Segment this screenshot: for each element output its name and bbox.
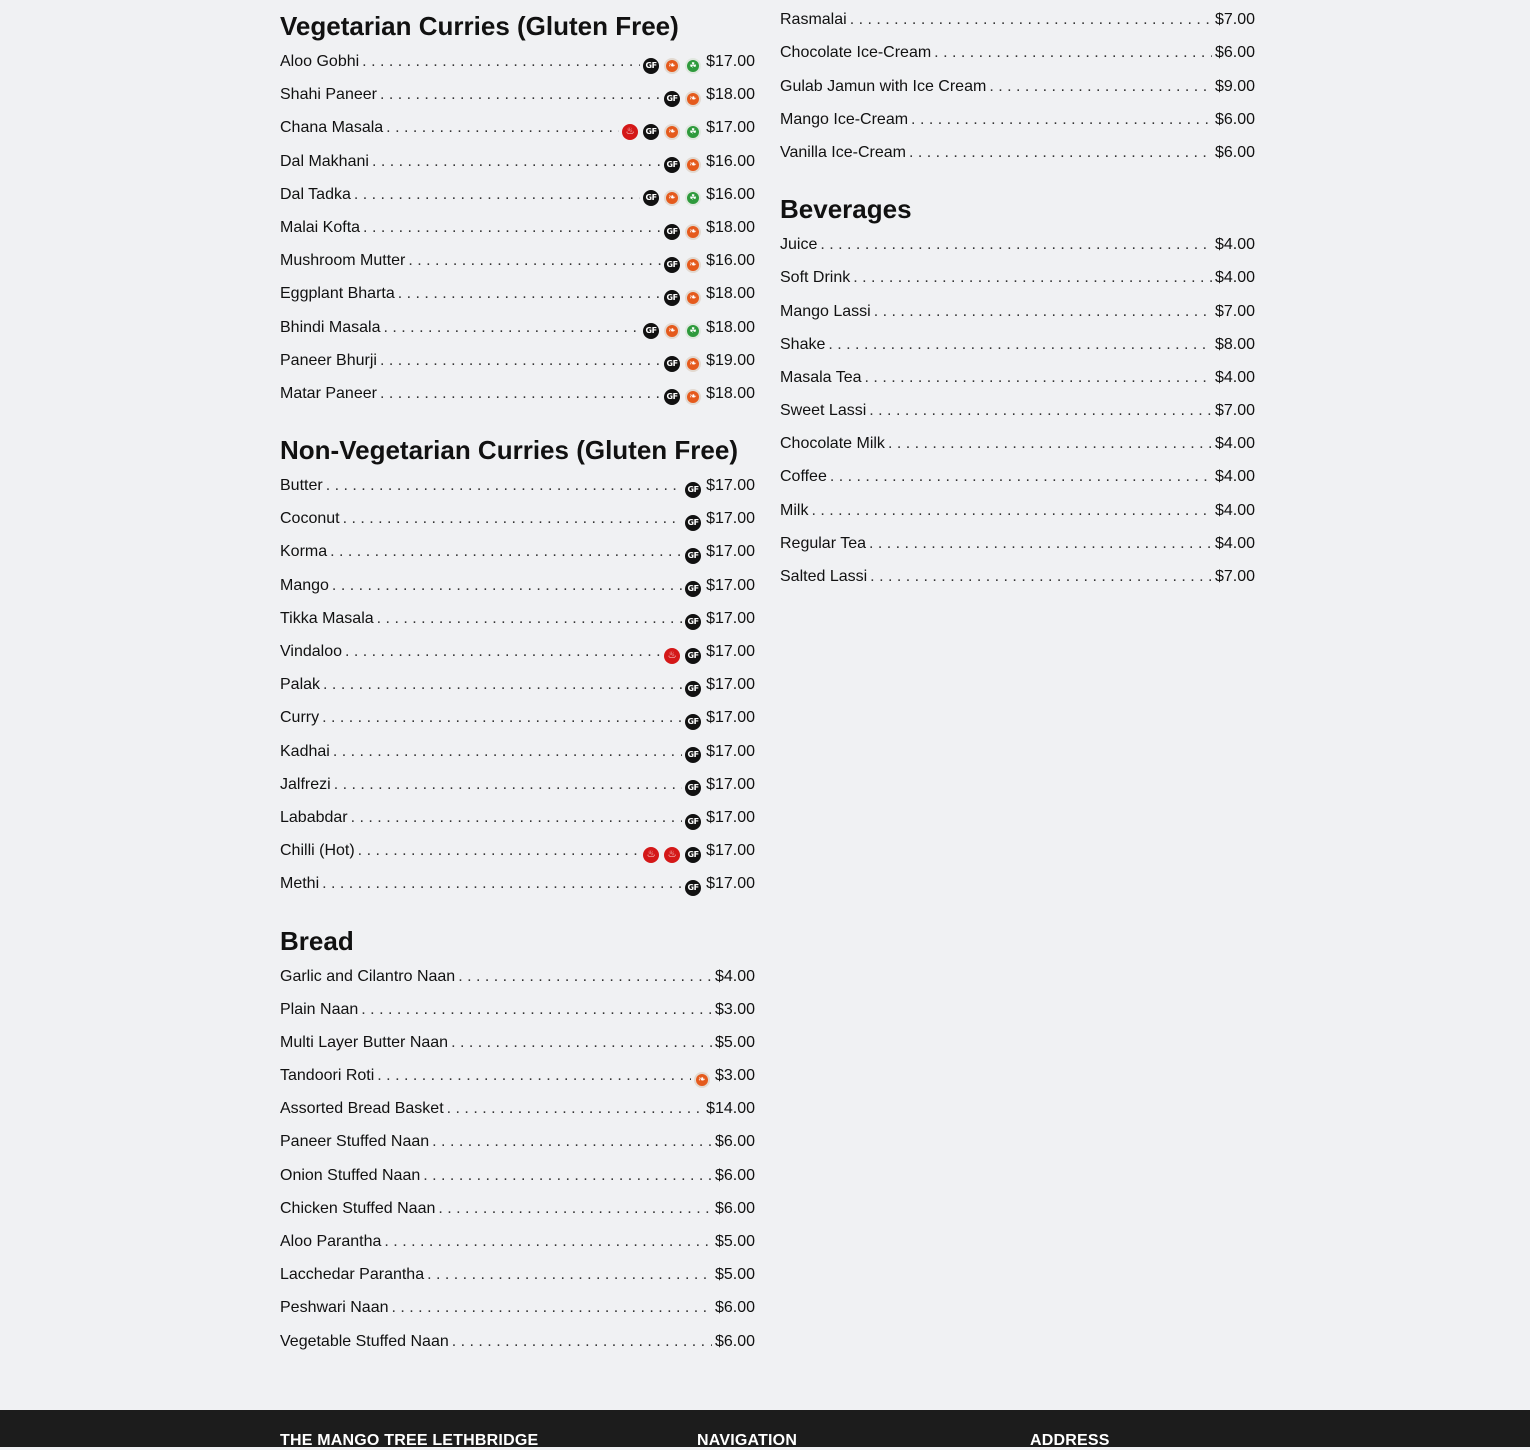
menu-item-name: Jalfrezi	[280, 775, 331, 793]
gf-icon: GF	[685, 780, 701, 796]
menu-item	[780, 43, 1255, 76]
hot-pepper-icon: ♨	[664, 648, 680, 664]
dot-leader	[820, 235, 1212, 255]
menu-item-name: Mango Ice-Cream	[780, 110, 909, 128]
dietary-icons	[664, 648, 701, 664]
dietary-icons	[664, 224, 701, 240]
menu-item-price: $8.00	[1214, 335, 1255, 353]
menu-item	[780, 235, 1255, 268]
menu-item	[280, 967, 755, 1000]
menu-item	[280, 1298, 755, 1331]
menu-item-name: Lacchedar Parantha	[280, 1266, 425, 1284]
menu-item-price: $4.00	[1214, 368, 1255, 386]
menu-item	[280, 476, 755, 509]
dot-leader	[322, 874, 682, 894]
menu-item	[280, 808, 755, 841]
menu-item-price: $14.00	[706, 1100, 755, 1118]
gf-icon: GF	[685, 482, 701, 498]
dot-leader	[423, 1166, 712, 1186]
gf-icon: GF	[685, 614, 701, 630]
menu-item	[280, 85, 755, 118]
chili-icon: ❧	[685, 91, 701, 107]
menu-item-price: $6.00	[1214, 110, 1255, 128]
menu-item	[280, 251, 755, 284]
menu-item-price: $16.00	[706, 185, 755, 203]
menu-item-price: $16.00	[706, 252, 755, 270]
menu-item	[280, 874, 755, 907]
menu-item-name: Korma	[280, 543, 328, 561]
menu-item-list	[780, 0, 1255, 176]
leaf-icon: ☘	[685, 58, 701, 74]
menu-item-price: $18.00	[706, 86, 755, 104]
hot-pepper-icon: ♨	[664, 847, 680, 863]
menu-item	[780, 401, 1255, 434]
menu-item	[280, 841, 755, 874]
dot-leader	[377, 609, 682, 629]
dietary-icons	[664, 157, 701, 173]
gf-icon: GF	[685, 515, 701, 531]
menu-item-name: Vindaloo	[280, 643, 342, 660]
menu-item	[780, 368, 1255, 401]
dietary-icons	[694, 1072, 710, 1088]
menu-item	[280, 318, 755, 351]
menu-item-name: Mushroom Mutter	[280, 252, 406, 270]
gf-icon: GF	[664, 389, 680, 405]
menu-item-name: Milk	[780, 501, 809, 519]
menu-item	[280, 351, 755, 384]
menu-item-price: $17.00	[706, 510, 755, 528]
menu-item-name: Butter	[280, 477, 323, 495]
gf-icon: GF	[685, 847, 701, 863]
dot-leader	[830, 467, 1212, 487]
hot-pepper-icon: ♨	[622, 124, 638, 140]
menu-item-name: Vanilla Ice-Cream	[780, 143, 906, 161]
menu-section	[280, 13, 755, 417]
dot-leader	[343, 509, 682, 529]
menu-item	[280, 1099, 755, 1132]
gf-icon: GF	[664, 91, 680, 107]
menu-item-price: $19.00	[706, 351, 755, 369]
gf-icon: GF	[643, 58, 659, 74]
dot-leader	[377, 1066, 691, 1086]
leaf-icon: ☘	[685, 124, 701, 140]
menu-item-price: $5.00	[714, 1266, 755, 1284]
menu-item-price: $17.00	[706, 676, 755, 694]
section-title: Non-Vegetarian Curries (Gluten Free)	[280, 435, 738, 466]
menu-item-name: Regular Tea	[780, 534, 866, 552]
dietary-icons	[685, 681, 701, 697]
dot-leader	[380, 384, 661, 404]
menu-item-name: Multi Layer Butter Naan	[280, 1033, 449, 1051]
dot-leader	[870, 567, 1212, 587]
menu-item-name: Paneer Bhurji	[280, 351, 377, 369]
dietary-icons	[664, 290, 701, 306]
menu-item-name: Aloo Gobhi	[280, 53, 360, 70]
gf-icon: GF	[664, 157, 680, 173]
chili-icon: ❧	[664, 323, 680, 339]
dot-leader	[909, 143, 1212, 163]
menu-item-name: Chocolate Milk	[780, 435, 885, 453]
leaf-icon: ☘	[685, 323, 701, 339]
dot-leader	[386, 118, 619, 138]
dot-leader	[323, 675, 682, 695]
menu-item-name: Malai Kofta	[280, 218, 361, 236]
dot-leader	[398, 284, 661, 304]
menu-item-name: Curry	[280, 709, 320, 727]
dot-leader	[345, 642, 661, 662]
menu-section	[280, 437, 755, 907]
menu-item	[280, 118, 755, 151]
menu-item	[280, 52, 755, 85]
dot-leader	[358, 841, 640, 861]
dot-leader	[362, 52, 640, 72]
dot-leader	[811, 501, 1212, 521]
menu-item	[280, 1232, 755, 1265]
menu-item-price: $3.00	[714, 1067, 755, 1085]
menu-item-price: $7.00	[1214, 402, 1255, 420]
menu-item-name: Onion Stuffed Naan	[280, 1166, 421, 1184]
chili-icon: ❧	[685, 389, 701, 405]
menu-section	[280, 925, 755, 1365]
dot-leader	[869, 401, 1212, 421]
menu-item-price: $6.00	[714, 1133, 755, 1151]
dot-leader	[989, 77, 1212, 97]
dot-leader	[322, 708, 682, 728]
menu-item-name: Chicken Stuffed Naan	[280, 1199, 436, 1217]
menu-item-price: $18.00	[706, 218, 755, 236]
menu-item-name: Aloo Parantha	[280, 1233, 382, 1250]
dot-leader	[869, 534, 1212, 554]
chili-icon: ❧	[685, 290, 701, 306]
menu-item-price: $7.00	[1214, 302, 1255, 320]
dietary-icons	[643, 847, 701, 863]
dot-leader	[911, 110, 1212, 130]
chili-icon: ❧	[664, 124, 680, 140]
menu-item-name: Gulab Jamun with Ice Cream	[780, 77, 987, 95]
menu-item	[280, 1199, 755, 1232]
menu-item-price: $18.00	[706, 384, 755, 402]
menu-item-price: $4.00	[714, 967, 755, 985]
chili-icon: ❧	[685, 257, 701, 273]
menu-item-price: $17.00	[706, 477, 755, 495]
menu-item-price: $9.00	[1214, 77, 1255, 95]
menu-item-name: Plain Naan	[280, 1000, 359, 1018]
dietary-icons	[643, 58, 701, 74]
dietary-icons	[685, 482, 701, 498]
menu-item-list	[280, 52, 755, 417]
menu-item-list	[280, 967, 755, 1365]
menu-item-name: Methi	[280, 875, 320, 893]
dietary-icons	[664, 257, 701, 273]
menu-item-name: Coconut	[280, 510, 340, 528]
menu-item-name: Soft Drink	[780, 269, 851, 287]
menu-item	[280, 1132, 755, 1165]
menu-item-price: $4.00	[1214, 501, 1255, 519]
menu-item	[780, 501, 1255, 534]
menu-item-price: $17.00	[706, 53, 755, 70]
dietary-icons	[685, 581, 701, 597]
menu-item-name: Salted Lassi	[780, 568, 868, 585]
menu-item-list	[780, 235, 1255, 600]
dietary-icons	[685, 714, 701, 730]
menu-item-name: Vegetable Stuffed Naan	[280, 1332, 449, 1350]
dietary-icons	[643, 190, 701, 206]
menu-item	[280, 742, 755, 775]
dot-leader	[380, 351, 661, 371]
dietary-icons	[685, 814, 701, 830]
dot-leader	[380, 85, 661, 105]
dot-leader	[330, 542, 682, 562]
menu-item	[780, 0, 1255, 10]
menu-item-name: Chana Masala	[280, 119, 384, 137]
menu-item-name: Paneer Stuffed Naan	[280, 1133, 430, 1151]
menu-item	[280, 1166, 755, 1199]
menu-item-price: $17.00	[706, 709, 755, 727]
menu-item-price: $7.00	[1214, 568, 1255, 585]
dot-leader	[850, 10, 1212, 30]
section-title: Beverages	[780, 194, 912, 225]
menu-item-price: $5.00	[714, 1233, 755, 1250]
dot-leader	[451, 1033, 712, 1053]
footer-navigation-heading: NAVIGATION	[697, 1432, 798, 1449]
menu-item-price: $17.00	[706, 576, 755, 594]
menu-item	[280, 1033, 755, 1066]
gf-icon: GF	[664, 290, 680, 306]
menu-item-name: Kadhai	[280, 742, 330, 760]
gf-icon: GF	[643, 124, 659, 140]
dot-leader	[332, 576, 682, 596]
menu-item	[780, 534, 1255, 567]
dot-leader	[888, 434, 1212, 454]
dot-leader	[384, 318, 641, 338]
gf-icon: GF	[643, 323, 659, 339]
menu-item-name: Coffee	[780, 468, 827, 486]
dot-leader	[384, 1232, 712, 1252]
menu-item-price: $17.00	[706, 775, 755, 793]
menu-item-name: Peshwari Naan	[280, 1299, 389, 1317]
chili-icon: ❧	[664, 58, 680, 74]
chili-icon: ❧	[685, 157, 701, 173]
menu-item-price: $18.00	[706, 285, 755, 303]
menu-item	[280, 675, 755, 708]
site-footer	[0, 1410, 1530, 1447]
menu-item	[780, 335, 1255, 368]
menu-item-price: $4.00	[1214, 534, 1255, 552]
footer-brand-heading: THE MANGO TREE LETHBRIDGE	[280, 1432, 539, 1449]
menu-item-price: $17.00	[706, 119, 755, 137]
menu-item-name: Chilli (Hot)	[280, 842, 355, 860]
gf-icon: GF	[685, 648, 701, 664]
menu-item-price: $17.00	[706, 742, 755, 760]
dot-leader	[351, 808, 682, 828]
menu-item-price: $4.00	[1214, 236, 1255, 254]
gf-icon: GF	[685, 681, 701, 697]
dot-leader	[853, 268, 1212, 288]
menu-item-name: Juice	[780, 236, 818, 254]
menu-item-price: $4.00	[1214, 468, 1255, 486]
menu-item-name: Assorted Bread Basket	[280, 1100, 444, 1118]
menu-item-name: Eggplant Bharta	[280, 285, 395, 303]
menu-item	[280, 509, 755, 542]
menu-item	[280, 775, 755, 808]
chili-icon: ❧	[685, 224, 701, 240]
menu-item	[780, 302, 1255, 335]
section-title: Bread	[280, 925, 354, 956]
dot-leader	[438, 1199, 712, 1219]
dot-leader	[363, 218, 661, 238]
menu-item-name: Mango Lassi	[780, 302, 871, 320]
dietary-icons	[643, 323, 701, 339]
menu-item-price: $17.00	[706, 875, 755, 893]
dot-leader	[354, 185, 640, 205]
dot-leader	[326, 476, 682, 496]
menu-section	[780, 0, 1255, 176]
menu-item	[780, 567, 1255, 600]
menu-item-price: $6.00	[714, 1332, 755, 1350]
menu-item-name: Chocolate Ice-Cream	[780, 44, 932, 62]
menu-item-price: $4.00	[1214, 435, 1255, 453]
menu-item-price: $17.00	[706, 609, 755, 627]
menu-item-price: $6.00	[714, 1166, 755, 1184]
menu-item-price: $6.00	[1214, 143, 1255, 161]
dot-leader	[447, 1099, 703, 1119]
dietary-icons	[622, 124, 701, 140]
gf-icon: GF	[685, 814, 701, 830]
menu-item-price: $5.00	[714, 1033, 755, 1051]
menu-item-price: $18.00	[706, 318, 755, 336]
dot-leader	[334, 775, 682, 795]
gf-icon: GF	[664, 257, 680, 273]
dietary-icons	[685, 548, 701, 564]
dietary-icons	[685, 515, 701, 531]
hot-pepper-icon: ♨	[643, 847, 659, 863]
dot-leader	[452, 1332, 712, 1352]
menu-item-name: Tandoori Roti	[280, 1067, 375, 1085]
gf-icon: GF	[643, 190, 659, 206]
dot-leader	[361, 1000, 712, 1020]
dietary-icons	[664, 389, 701, 405]
menu-item-name: Matar Paneer	[280, 384, 377, 402]
menu-item	[280, 708, 755, 741]
menu-item-name: Shahi Paneer	[280, 86, 377, 104]
dot-leader	[432, 1132, 712, 1152]
menu-item-price: $17.00	[706, 543, 755, 561]
menu-item-name: Sweet Lassi	[780, 402, 867, 420]
dot-leader	[874, 302, 1212, 322]
dot-leader	[828, 335, 1212, 355]
chili-icon: ❧	[685, 356, 701, 372]
menu-item	[280, 218, 755, 251]
menu-item-price: $17.00	[706, 842, 755, 860]
menu-item-name: Mango	[280, 576, 329, 594]
menu-item-name: Dal Tadka	[280, 185, 351, 203]
menu-item	[280, 384, 755, 417]
menu-item-price: $16.00	[706, 152, 755, 170]
menu-item	[280, 284, 755, 317]
menu-item-name: Shake	[780, 335, 826, 353]
dot-leader	[408, 251, 661, 271]
chili-icon: ❧	[694, 1072, 710, 1088]
menu-left-column	[280, 0, 755, 1385]
gf-icon: GF	[685, 880, 701, 896]
menu-item	[280, 576, 755, 609]
menu-section	[780, 196, 1255, 600]
menu-item-name: Tikka Masala	[280, 609, 374, 627]
dot-leader	[458, 967, 712, 987]
menu-item-name: Bhindi Masala	[280, 318, 381, 336]
menu-item	[780, 143, 1255, 176]
menu-item	[780, 110, 1255, 143]
menu-item	[280, 542, 755, 575]
menu-item	[280, 152, 755, 185]
menu-item-price: $17.00	[706, 643, 755, 660]
dietary-icons	[685, 747, 701, 763]
menu-item	[280, 1000, 755, 1033]
menu-item	[780, 10, 1255, 43]
gf-icon: GF	[685, 747, 701, 763]
menu-item-price: $17.00	[706, 808, 755, 826]
gf-icon: GF	[685, 581, 701, 597]
dot-leader	[333, 742, 682, 762]
menu-item	[780, 467, 1255, 500]
footer-address-heading: ADDRESS	[1030, 1432, 1110, 1449]
menu-item	[280, 1332, 755, 1365]
menu-item-name: Masala Tea	[780, 368, 862, 386]
menu-item-price: $4.00	[1214, 269, 1255, 287]
gf-icon: GF	[685, 714, 701, 730]
menu-item-price: $6.00	[714, 1199, 755, 1217]
gf-icon: GF	[664, 356, 680, 372]
dietary-icons	[664, 356, 701, 372]
gf-icon: GF	[685, 548, 701, 564]
dietary-icons	[685, 880, 701, 896]
menu-item	[280, 1066, 755, 1099]
menu-item-list	[280, 476, 755, 907]
menu-item	[780, 77, 1255, 110]
dot-leader	[392, 1298, 712, 1318]
menu-item	[280, 185, 755, 218]
menu-item-price: $3.00	[714, 1000, 755, 1018]
menu-item-name: Lababdar	[280, 808, 348, 826]
leaf-icon: ☘	[685, 190, 701, 206]
menu-item	[280, 642, 755, 675]
dot-leader	[865, 368, 1212, 388]
dietary-icons	[664, 91, 701, 107]
dot-leader	[934, 43, 1212, 63]
dot-leader	[372, 152, 661, 172]
menu-item	[780, 268, 1255, 301]
menu-item-name: Palak	[280, 676, 321, 694]
menu-item-price: $6.00	[714, 1299, 755, 1317]
menu-item	[780, 434, 1255, 467]
menu-item-price: $6.00	[1214, 44, 1255, 62]
menu-item-price: $7.00	[1214, 11, 1255, 29]
dietary-icons	[685, 614, 701, 630]
dot-leader	[427, 1265, 712, 1285]
gf-icon: GF	[664, 224, 680, 240]
dietary-icons	[685, 780, 701, 796]
chili-icon: ❧	[664, 190, 680, 206]
menu-right-column	[780, 0, 1255, 620]
menu-item	[280, 609, 755, 642]
menu-item-name: Dal Makhani	[280, 152, 369, 170]
menu-item-name: Rasmalai	[780, 11, 847, 29]
section-title: Vegetarian Curries (Gluten Free)	[280, 11, 679, 41]
menu-item	[280, 1265, 755, 1298]
menu-item-name: Garlic and Cilantro Naan	[280, 967, 456, 985]
